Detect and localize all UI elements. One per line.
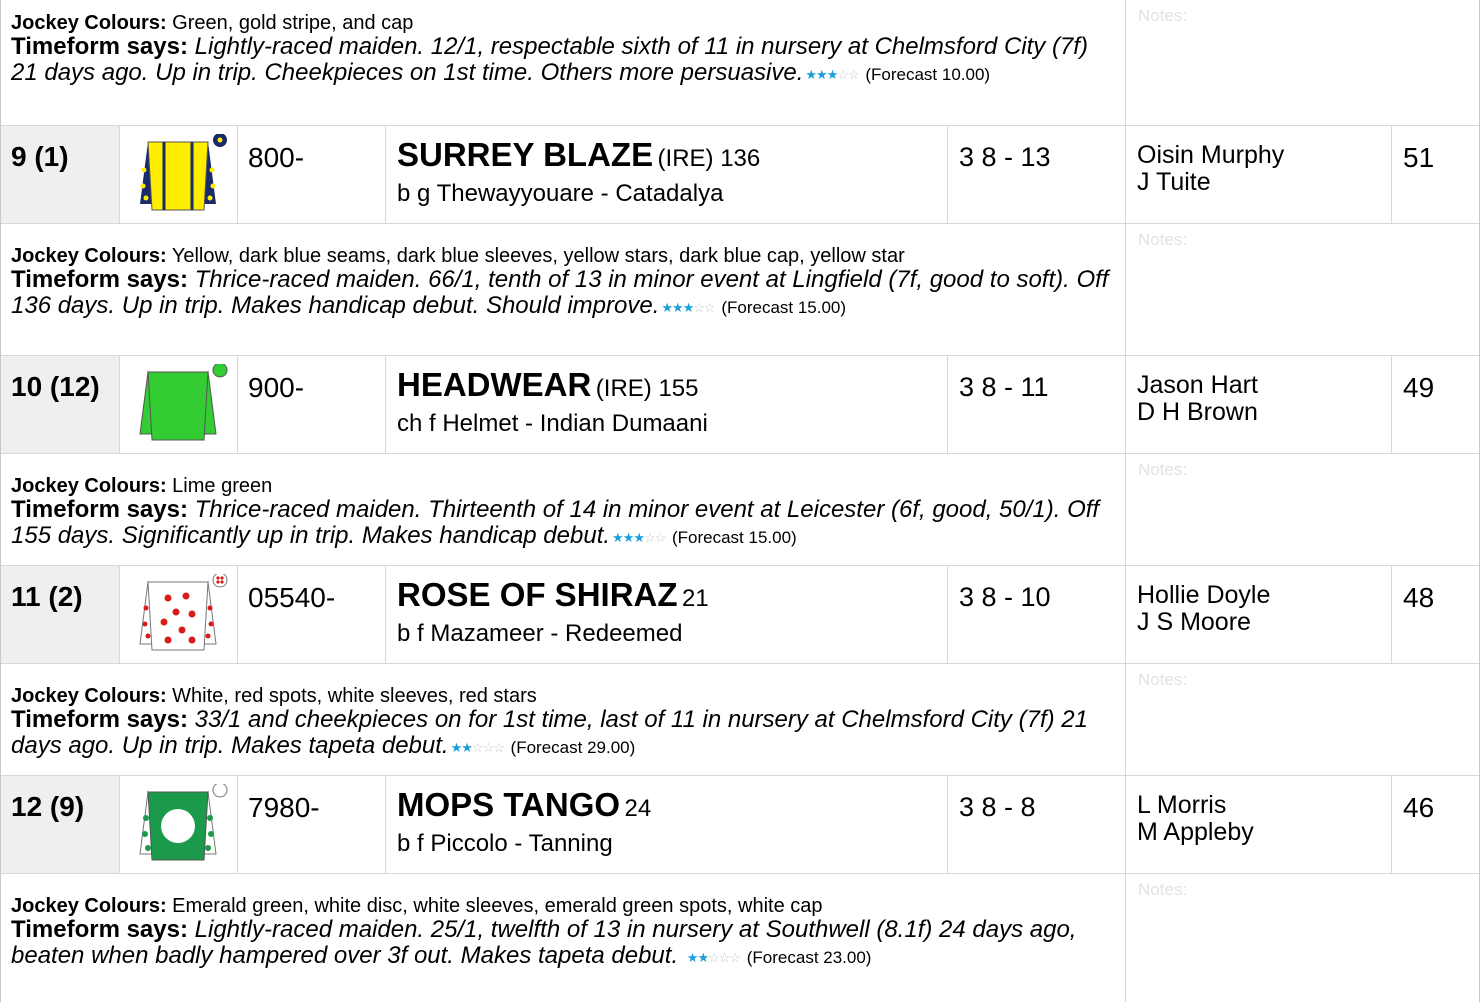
jockey-trainer [1137, 582, 1270, 636]
trainer-name[interactable]: J Tuite [1137, 168, 1211, 196]
silk-cell [119, 776, 237, 873]
jockey-colours-line [11, 245, 1116, 267]
star-rating [805, 62, 858, 88]
star-filled-icon: ★ [672, 300, 683, 315]
timeform-comment: Thrice-raced maiden. Thirteenth of 14 in minor event at Leicester (6f, good, 50/1). Off 155 days. Significantly up in trip. Makes handicap debut. [11, 496, 1100, 549]
age-weight-cell [947, 356, 1125, 453]
horse-suffix: 24 [624, 795, 652, 822]
jockey-colours-value: Green, gold stripe, and cap [172, 12, 414, 34]
jockey-colours-label: Jockey Colours: [11, 895, 167, 917]
jockey-colours-value: Emerald green, white disc, white sleeves, emerald green spots, white cap [172, 895, 823, 917]
timeform-label: Timeform says: [11, 706, 188, 733]
description-text [11, 475, 1116, 551]
jockey-trainer-cell [1125, 356, 1391, 453]
timeform-line [11, 34, 1116, 88]
jockey-trainer [1137, 792, 1254, 846]
timeform-label: Timeform says: [11, 496, 188, 523]
star-empty-icon: ☆ [718, 950, 730, 965]
runner-row [1, 356, 1479, 454]
form-cell [237, 126, 385, 223]
rating-cell [1391, 776, 1479, 873]
star-rating [687, 945, 740, 971]
form-figures: 7980- [248, 792, 320, 823]
age-weight-cell [947, 776, 1125, 873]
timeform-line [11, 497, 1116, 551]
horse-name-line [397, 366, 698, 404]
form-cell [237, 776, 385, 873]
silk-yellow-navy-stars-icon [128, 134, 228, 216]
horse-name-line [397, 136, 760, 174]
horse-name-line [397, 786, 651, 824]
silk-cell [119, 566, 237, 663]
notes-area[interactable] [1125, 224, 1480, 355]
timeform-label: Timeform says: [11, 916, 188, 943]
star-filled-icon: ★ [826, 67, 838, 82]
horse-name-line [397, 576, 709, 614]
timeform-label: Timeform says: [11, 266, 188, 293]
notes-placeholder: Notes: [1138, 460, 1188, 479]
jockey-trainer [1137, 372, 1258, 426]
runner-row [1, 126, 1479, 224]
rating-cell [1391, 126, 1479, 223]
star-filled-icon: ★ [682, 300, 694, 315]
runner-description-block [1, 664, 1479, 776]
runner-number: 10 (12) [11, 371, 100, 402]
notes-placeholder: Notes: [1138, 880, 1188, 899]
runner-number-cell [1, 566, 119, 663]
star-filled-icon: ★ [661, 300, 673, 315]
star-filled-icon: ★ [686, 950, 698, 965]
jockey-name[interactable]: Jason Hart [1137, 371, 1258, 399]
horse-cell [385, 126, 947, 223]
runner-description-block [1, 454, 1479, 566]
notes-placeholder: Notes: [1138, 670, 1188, 689]
jockey-colours-line [11, 12, 1116, 34]
age-weight-cell [947, 126, 1125, 223]
age-weight: 3 8 - 11 [959, 372, 1049, 402]
jockey-colours-value: Yellow, dark blue seams, dark blue sleeves, yellow stars, dark blue cap, yellow star [171, 245, 905, 267]
notes-area[interactable] [1125, 664, 1480, 775]
official-rating: 48 [1403, 582, 1435, 613]
forecast-price: (Forecast 29.00) [510, 738, 636, 757]
horse-suffix: (IRE) 136 [657, 145, 761, 172]
silk-lime-green-icon [128, 364, 228, 446]
jockey-colours-label: Jockey Colours: [11, 475, 167, 497]
rating-cell [1391, 356, 1479, 453]
age-weight: 3 8 - 8 [959, 792, 1036, 822]
star-empty-icon: ☆ [848, 67, 859, 82]
form-figures: 05540- [248, 582, 336, 613]
notes-placeholder: Notes: [1138, 230, 1188, 249]
timeform-line [11, 917, 1116, 971]
description-text [11, 12, 1116, 88]
star-empty-icon: ☆ [729, 950, 741, 965]
horse-name[interactable]: MOPS TANGO [397, 786, 621, 823]
age-weight-cell [947, 566, 1125, 663]
star-empty-icon: ☆ [654, 530, 666, 545]
star-filled-icon: ★ [450, 740, 462, 755]
star-filled-icon: ★ [461, 740, 472, 755]
star-empty-icon: ☆ [837, 67, 849, 82]
star-empty-icon: ☆ [644, 530, 655, 545]
jockey-colours-line [11, 475, 1116, 497]
runner-description-block [1, 224, 1479, 356]
star-empty-icon: ☆ [471, 740, 483, 755]
jockey-name[interactable]: Hollie Doyle [1137, 581, 1271, 609]
silk-white-red-spots-icon [128, 574, 228, 656]
timeform-comment: Thrice-raced maiden. 66/1, tenth of 13 in minor event at Lingfield (7f, good to soft). Off 136 days. Up in trip. Makes handicap debut. Should improve. [11, 266, 1109, 319]
trainer-name[interactable]: J S Moore [1137, 608, 1251, 636]
horse-name[interactable]: ROSE OF SHIRAZ [397, 576, 678, 613]
runner-description-block [1, 874, 1479, 1002]
star-empty-icon: ☆ [704, 300, 715, 315]
star-empty-icon: ☆ [693, 300, 704, 315]
timeform-line [11, 707, 1116, 761]
horse-breeding: b f Mazameer - Redeemed [397, 620, 683, 647]
timeform-label: Timeform says: [11, 33, 188, 60]
runner-description-block [1, 0, 1479, 126]
jockey-trainer-cell [1125, 776, 1391, 873]
trainer-name[interactable]: M Appleby [1137, 818, 1254, 846]
form-cell [237, 566, 385, 663]
trainer-name[interactable]: D H Brown [1137, 398, 1258, 426]
age-weight: 3 8 - 10 [959, 582, 1051, 612]
silk-emerald-white-disc-icon [128, 784, 228, 866]
horse-breeding: ch f Helmet - Indian Dumaani [397, 410, 708, 437]
forecast-price: (Forecast 15.00) [671, 528, 797, 547]
runner-row [1, 566, 1479, 664]
official-rating: 46 [1403, 792, 1435, 823]
description-text [11, 895, 1116, 971]
runner-row [1, 776, 1479, 874]
runner-number: 11 (2) [11, 581, 83, 612]
notes-area[interactable] [1125, 454, 1480, 565]
horse-cell [385, 566, 947, 663]
silk-cell [119, 126, 237, 223]
horse-breeding: b f Piccolo - Tanning [397, 830, 613, 857]
jockey-trainer-cell [1125, 126, 1391, 223]
jockey-colours-label: Jockey Colours: [11, 12, 167, 34]
star-filled-icon: ★ [612, 530, 623, 545]
age-weight: 3 8 - 13 [959, 142, 1051, 172]
timeform-comment: 33/1 and cheekpieces on for 1st time, last of 11 in nursery at Chelmsford City (7f) 21 days ago. Up in trip. Makes tapeta debut. [11, 706, 1088, 759]
star-filled-icon: ★ [816, 67, 827, 82]
official-rating: 51 [1403, 142, 1435, 173]
notes-area[interactable] [1125, 0, 1480, 125]
horse-cell [385, 356, 947, 453]
runner-number: 9 (1) [11, 141, 69, 172]
runner-number: 12 (9) [11, 791, 85, 822]
horse-name[interactable]: HEADWEAR [397, 366, 592, 403]
jockey-trainer [1137, 142, 1284, 196]
runner-number-cell [1, 776, 119, 873]
star-empty-icon: ☆ [493, 740, 504, 755]
timeform-line [11, 267, 1116, 321]
silk-cell [119, 356, 237, 453]
runner-number-cell [1, 356, 119, 453]
forecast-price: (Forecast 23.00) [746, 948, 872, 967]
form-figures: 800- [248, 142, 305, 173]
star-filled-icon: ★ [622, 530, 634, 545]
notes-placeholder: Notes: [1138, 6, 1188, 25]
star-empty-icon: ☆ [482, 740, 494, 755]
star-empty-icon: ☆ [708, 950, 719, 965]
timeform-comment: Lightly-raced maiden. 12/1, respectable sixth of 11 in nursery at Chelmsford City (7f) 21 days ago. Up in trip. Cheekpieces on 1st time. Others more persuasive. [11, 33, 1088, 86]
description-text [11, 685, 1116, 761]
form-cell [237, 356, 385, 453]
jockey-trainer-cell [1125, 566, 1391, 663]
forecast-price: (Forecast 15.00) [721, 298, 847, 317]
jockey-name[interactable]: L Morris [1137, 791, 1227, 819]
runner-number-cell [1, 126, 119, 223]
official-rating: 49 [1403, 372, 1435, 403]
timeform-comment: Lightly-raced maiden. 25/1, twelfth of 13 in nursery at Southwell (8.1f) 24 days ago, beaten when badly hampered over 3f out. Makes tapeta debut. [11, 916, 1077, 969]
jockey-colours-line [11, 895, 1116, 917]
rating-cell [1391, 566, 1479, 663]
jockey-colours-value: White, red spots, white sleeves, red stars [172, 685, 537, 707]
star-rating [661, 295, 714, 321]
star-filled-icon: ★ [805, 67, 817, 82]
jockey-colours-label: Jockey Colours: [11, 245, 167, 267]
horse-breeding: b g Thewayyouare - Catadalya [397, 180, 724, 207]
horse-suffix: 21 [681, 585, 709, 612]
horse-suffix: (IRE) 155 [595, 375, 699, 402]
notes-area[interactable] [1125, 874, 1480, 1002]
form-figures: 900- [248, 372, 305, 403]
star-rating [612, 525, 665, 551]
horse-name[interactable]: SURREY BLAZE [397, 136, 654, 173]
forecast-price: (Forecast 10.00) [865, 65, 991, 84]
jockey-colours-line [11, 685, 1116, 707]
jockey-colours-label: Jockey Colours: [11, 685, 167, 707]
description-text [11, 245, 1116, 321]
star-filled-icon: ★ [633, 530, 644, 545]
star-filled-icon: ★ [697, 950, 709, 965]
star-rating [451, 735, 504, 761]
jockey-colours-value: Lime green [172, 475, 273, 497]
jockey-name[interactable]: Oisin Murphy [1137, 141, 1285, 169]
horse-cell [385, 776, 947, 873]
